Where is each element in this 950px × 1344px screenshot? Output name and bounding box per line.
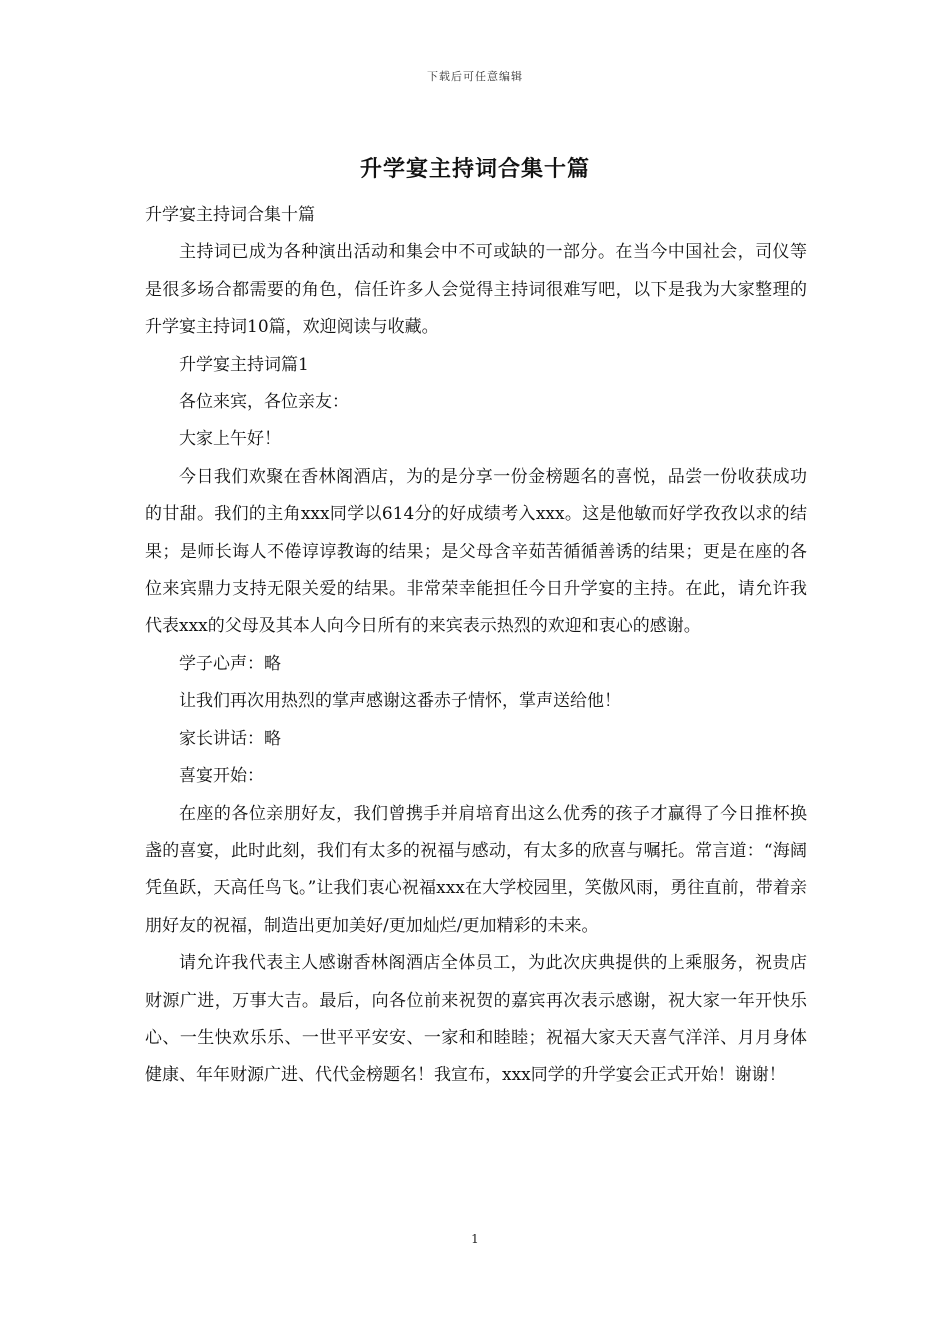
- body-paragraph: 各位来宾，各位亲友：: [179, 392, 349, 413]
- page-header-note: 下载后可任意编辑: [427, 70, 523, 83]
- body-paragraph: 在座的各位亲朋好友，我们曾携手并肩培育出这么优秀的孩子才赢得了今日推杯换盏的喜宴，此时此刻，我们有太多的祝福与感动，有太多的欣喜与嘱托。常言道：“海阔凭鱼跃，天高任鸟飞。”让我们衷心祝福xxx在大学校园里，笑傲风雨，勇往直前，带着亲朋好友的祝福，制造出更加美好/更加灿烂/更加精彩的未来。: [145, 803, 807, 936]
- body-paragraph: 喜宴开始：: [179, 766, 264, 787]
- body-paragraph: 今日我们欢聚在香林阁酒店，为的是分享一份金榜题名的喜悦，品尝一份收获成功的甘甜。我们的主角xxx同学以614分的好成绩考入xxx。这是他敏而好学孜孜以求的结果；是师长诲人不倦谆谆教诲的结果；是父母含辛茹苦循循善诱的结果；更是在座的各位来宾鼎力支持无限关爱的结果。非常荣幸能担任今日升学宴的主持。在此，请允许我代表xxx的父母及其本人向今日所有的来宾表示热烈的欢迎和衷心的感谢。: [145, 466, 807, 637]
- document-title: 升学宴主持词合集十篇: [359, 156, 590, 182]
- body-paragraph: 家长讲话：略: [179, 728, 281, 749]
- subtitle-paragraph: 升学宴主持词合集十篇: [145, 205, 315, 225]
- body-paragraph: 学子心声：略: [179, 653, 281, 674]
- document-body: [145, 197, 807, 1095]
- body-paragraph: 请允许我代表主人感谢香林阁酒店全体员工，为此次庆典提供的上乘服务，祝贵店财源广进，万事大吉。最后，向各位前来祝贺的嘉宾再次表示感谢，祝大家一年开快乐心、一生快欢乐乐、一世平平安安、一家和和睦睦；祝福大家天天喜气洋洋、月月身体健康、年年财源广进、代代金榜题名！我宣布，xxx同学的升学宴会正式开始！谢谢！: [145, 953, 807, 1086]
- page-number: 1: [471, 1232, 479, 1246]
- body-paragraph: 让我们再次用热烈的掌声感谢这番赤子情怀，掌声送给他！: [179, 691, 621, 712]
- body-paragraph: 大家上午好！: [179, 429, 281, 450]
- body-paragraph: 主持词已成为各种演出活动和集会中不可或缺的一部分。在当今中国社会，司仪等是很多场合都需要的角色，信任许多人会觉得主持词很难写吧，以下是我为大家整理的升学宴主持词10篇，欢迎阅读与收藏。: [145, 242, 807, 338]
- section-heading: 升学宴主持词篇1: [179, 354, 309, 375]
